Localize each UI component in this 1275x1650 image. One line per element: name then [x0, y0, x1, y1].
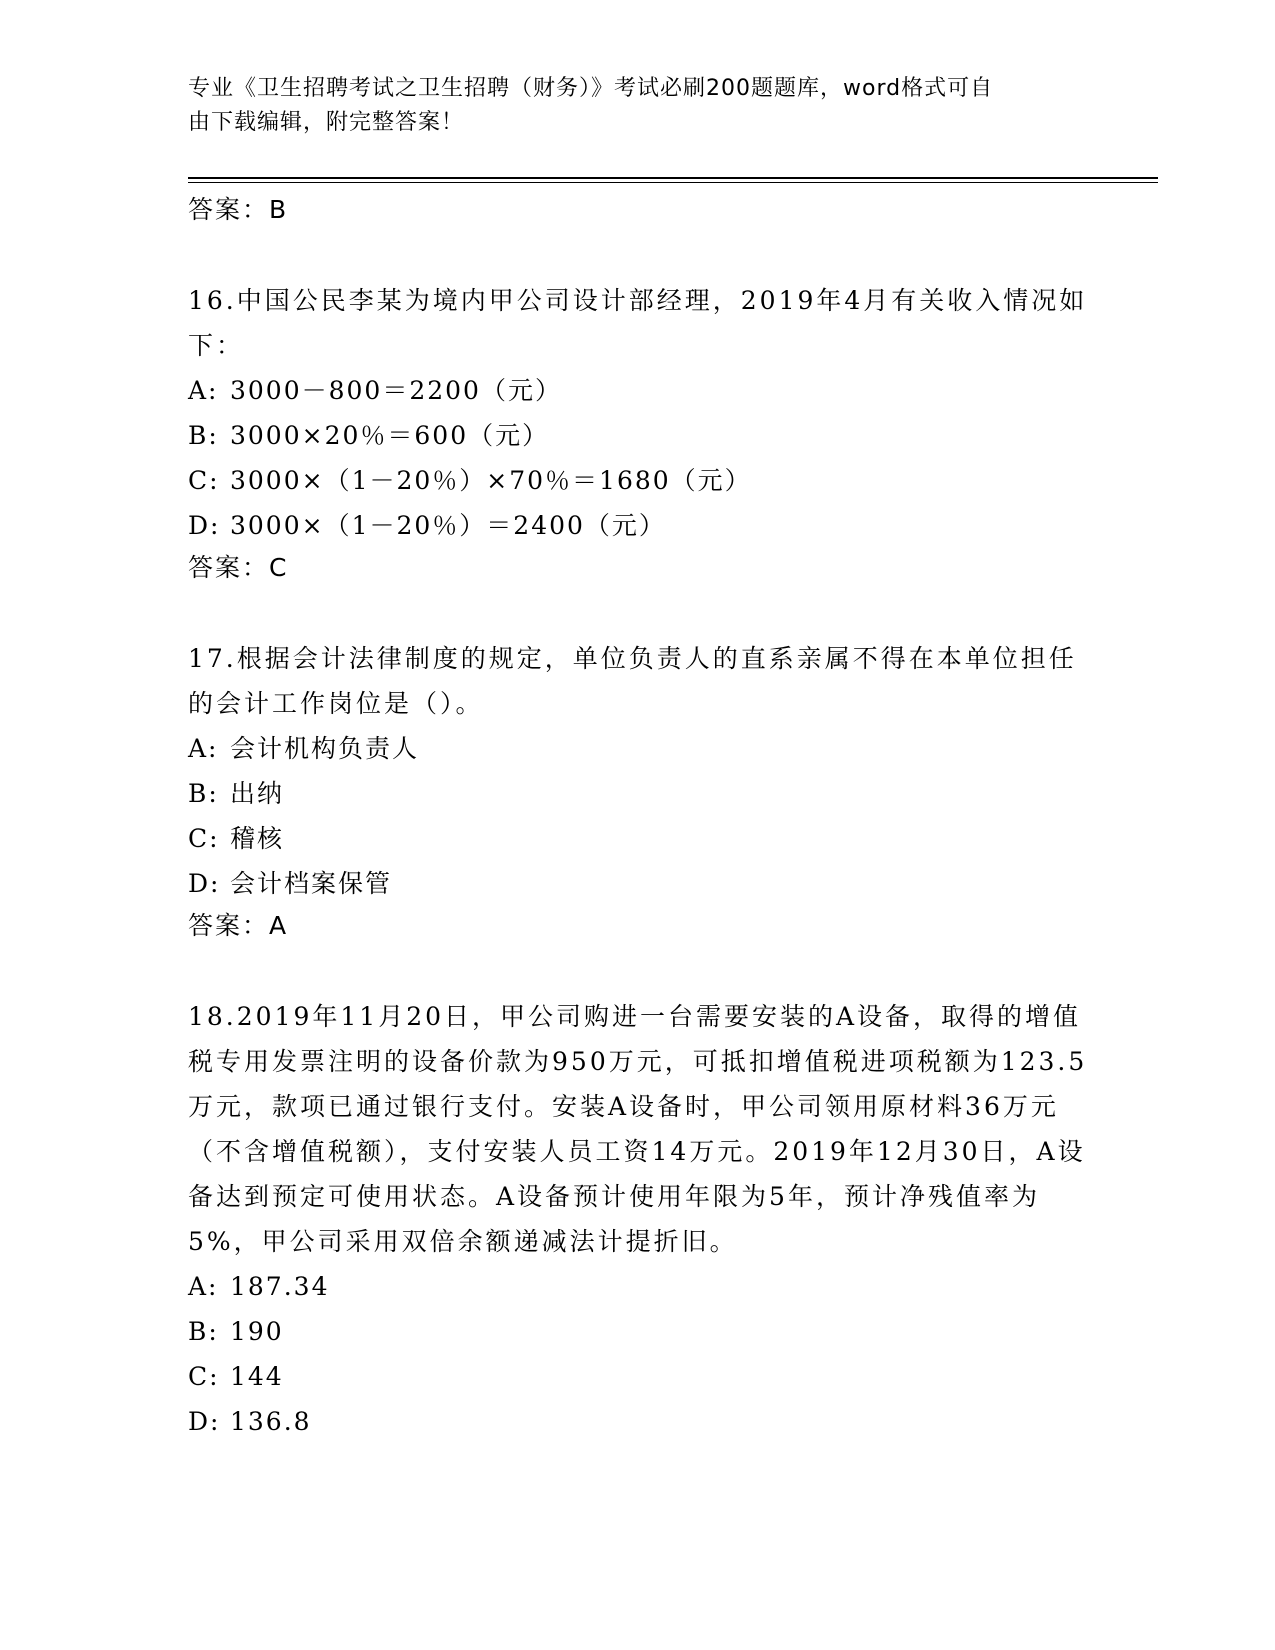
option-letter: D: [188, 869, 221, 898]
option-letter: D: [188, 511, 221, 540]
answer-previous: 答案：B [188, 195, 289, 224]
question-17-option-a [188, 726, 1088, 771]
option-text: 3000×（1－20％）×70％＝1680（元） [230, 466, 752, 495]
option-text: 3000×（1－20％）＝2400（元） [230, 511, 666, 540]
option-letter: A: [188, 1272, 219, 1301]
question-16-option-a [188, 368, 1088, 413]
option-text: 稽核 [230, 824, 285, 853]
header-line-1: 专业《卫生招聘考试之卫生招聘（财务）》考试必刷200题题库，word格式可自 [188, 76, 994, 101]
option-letter: C: [188, 1362, 220, 1391]
document-header [188, 72, 1108, 140]
question-16-option-d [188, 503, 1088, 548]
question-17-option-b [188, 771, 1088, 816]
option-text: 190 [230, 1317, 284, 1346]
option-letter: A: [188, 734, 219, 763]
option-text: 会计档案保管 [230, 869, 393, 898]
question-18-option-a [188, 1264, 1088, 1309]
document-body [188, 190, 1088, 1444]
option-text: 144 [230, 1362, 284, 1391]
question-18-option-d [188, 1399, 1088, 1444]
option-letter: A: [188, 376, 219, 405]
question-18-option-b [188, 1309, 1088, 1354]
question-17 [188, 636, 1088, 950]
question-16-text: 16.中国公民李某为境内甲公司设计部经理，2019年4月有关收入情况如下： [188, 286, 1088, 360]
question-18 [188, 994, 1088, 1444]
header-line-2: 由下载编辑，附完整答案！ [188, 110, 465, 135]
question-17-text: 17.根据会计法律制度的规定，单位负责人的直系亲属不得在本单位担任的会计工作岗位是（）。 [188, 644, 1077, 718]
option-text: 3000－800＝2200（元） [230, 376, 562, 405]
option-text: 会计机构负责人 [230, 734, 420, 763]
question-16 [188, 278, 1088, 592]
question-16-option-b [188, 413, 1088, 458]
option-letter: D: [188, 1407, 221, 1436]
option-letter: B: [188, 779, 219, 808]
option-letter: C: [188, 824, 220, 853]
header-rule-top [188, 177, 1158, 179]
option-letter: B: [188, 421, 219, 450]
question-18-option-c [188, 1354, 1088, 1399]
option-text: 136.8 [230, 1407, 312, 1436]
question-16-answer: 答案：C [188, 553, 289, 582]
question-17-answer: 答案：A [188, 911, 289, 940]
question-17-option-c [188, 816, 1088, 861]
option-letter: C: [188, 466, 220, 495]
question-17-option-d [188, 861, 1088, 906]
header-rule-bottom [188, 182, 1158, 183]
question-18-text: 18.2019年11月20日，甲公司购进一台需要安装的A设备，取得的增值税专用发票注明的设备价款为950万元，可抵扣增值税进项税额为123.5万元，款项已通过银行支付。安装A设备时，甲公司领用原材料36万元（不含增值税额），支付安装人员工资14万元。2019年12月30日，A设备达到预定可使用状态。A设备预计使用年限为5年，预计净残值率为5%，甲公司采用双倍余额递减法计提折旧。 [188, 1002, 1088, 1256]
option-text: 出纳 [230, 779, 285, 808]
question-16-option-c [188, 458, 1088, 503]
option-text: 187.34 [230, 1272, 330, 1301]
option-letter: B: [188, 1317, 219, 1346]
option-text: 3000×20％＝600（元） [230, 421, 550, 450]
